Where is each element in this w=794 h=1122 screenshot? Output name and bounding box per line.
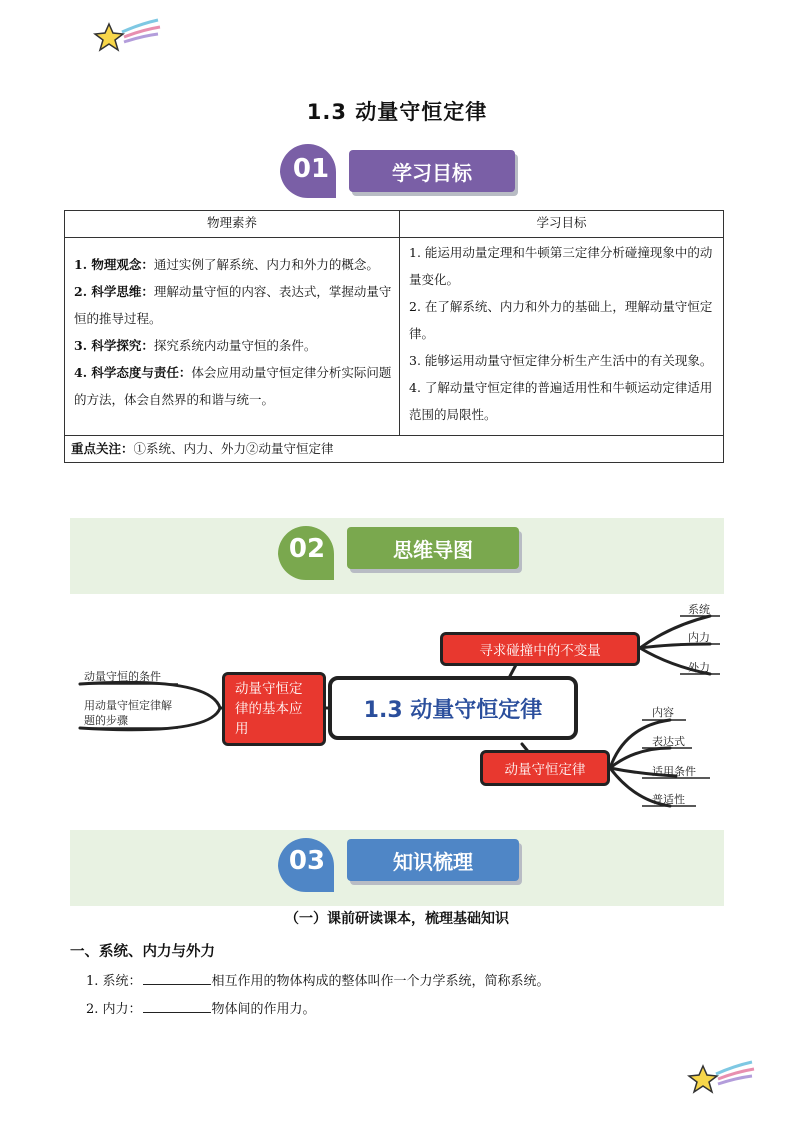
left-item: 4. 科学态度与责任：体会应用动量守恒定律分析实际问题的方法，体会自然界的和谐与统一。 <box>74 365 392 407</box>
goals-header-right: 学习目标 <box>400 211 724 238</box>
mindmap-left-node: 动量守恒定律的基本应用 <box>222 672 326 746</box>
section2-label: 思维导图 <box>347 527 519 569</box>
star-decoration-icon <box>686 1060 758 1100</box>
left-item: 2. 科学思维：理解动量守恒的内容、表达式，掌握动量守恒的推导过程。 <box>74 284 392 326</box>
focus-label: 重点关注： <box>71 441 134 456</box>
mindmap-leaf: 动量守恒的条件 <box>84 670 161 683</box>
mindmap-leaf: 用动量守恒定律解题的步骤 <box>84 699 172 727</box>
mindmap-leaf: 内力 <box>688 631 710 644</box>
right-item: 2. 在了解系统、内力和外力的基础上，理解动量守恒定律。 <box>409 299 713 341</box>
section3-number: 03 <box>288 846 326 876</box>
section2-number: 02 <box>288 534 326 564</box>
knowledge-heading: 一、系统、内力与外力 <box>70 944 215 960</box>
mindmap-leaf: 普适性 <box>652 793 685 806</box>
mind-map <box>70 596 730 818</box>
knowledge-item: 2. 内力： 物体间的作用力。 <box>86 998 316 1017</box>
right-item: 4. 了解动量守恒定律的普遍适用性和牛顿运动定律适用范围的局限性。 <box>409 380 713 422</box>
goals-header-left: 物理素养 <box>65 211 400 238</box>
mindmap-bottom-node: 动量守恒定律 <box>480 750 610 786</box>
mindmap-leaf: 外力 <box>688 661 710 674</box>
goals-right-cell <box>400 238 724 436</box>
mindmap-leaf: 内容 <box>652 706 674 719</box>
section1-number: 01 <box>292 154 330 184</box>
mindmap-leaf: 表达式 <box>652 735 685 748</box>
goals-table <box>64 210 724 463</box>
mindmap-leaf: 系统 <box>688 603 710 616</box>
fill-blank[interactable] <box>143 999 211 1013</box>
section3-label: 知识梳理 <box>347 839 519 881</box>
section1-label: 学习目标 <box>349 150 515 192</box>
mindmap-top-node: 寻求碰撞中的不变量 <box>440 632 640 666</box>
mindmap-center-node <box>328 676 578 740</box>
star-decoration-icon <box>92 18 164 58</box>
mindmap-center-text: 1.3 动量守恒定律 <box>363 697 543 723</box>
goals-left-cell <box>65 238 400 436</box>
fill-blank[interactable] <box>143 971 211 985</box>
focus-text: ①系统、内力、外力②动量守恒定律 <box>133 441 334 456</box>
knowledge-item: 1. 系统： 相互作用的物体构成的整体叫作一个力学系统，简称系统。 <box>86 970 550 989</box>
mindmap-leaf: 适用条件 <box>652 765 696 778</box>
knowledge-subheading: （一）课前研读课本，梳理基础知识 <box>285 911 509 927</box>
right-item: 1. 能运用动量定理和牛顿第三定律分析碰撞现象中的动量变化。 <box>409 245 713 287</box>
left-item: 3. 科学探究：探究系统内动量守恒的条件。 <box>74 338 317 353</box>
focus-row <box>65 436 724 463</box>
page-title: 1.3 动量守恒定律 <box>306 100 488 124</box>
left-item: 1. 物理观念：通过实例了解系统、内力和外力的概念。 <box>74 257 379 272</box>
right-item: 3. 能够运用动量守恒定律分析生产生活中的有关现象。 <box>409 353 713 368</box>
